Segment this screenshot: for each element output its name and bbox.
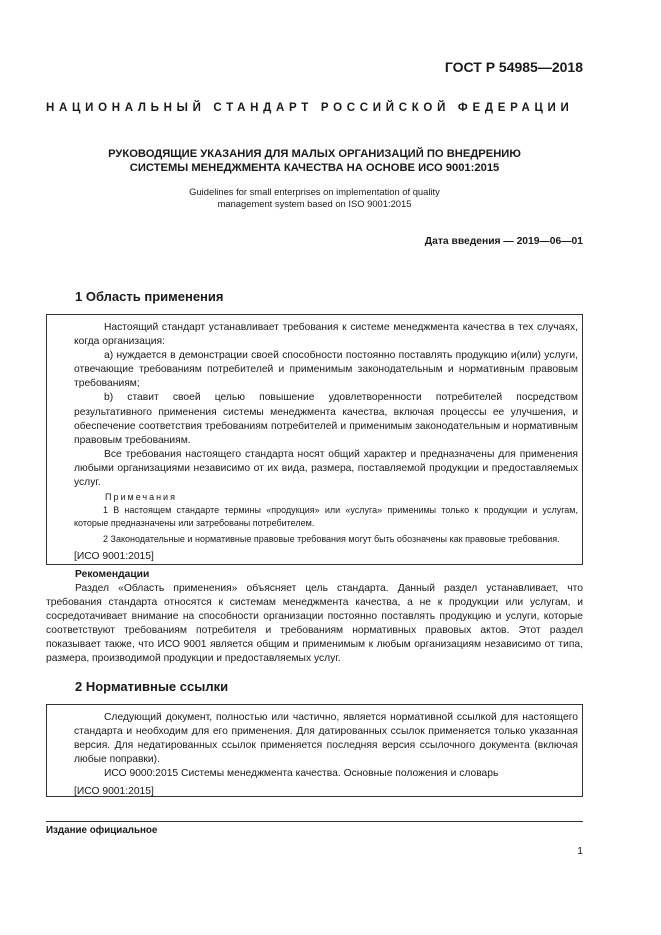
note-2: 2 Законодательные и нормативные правовые требования могут быть обозначены как правовые требования.	[103, 534, 560, 545]
title-ru-line-2: СИСТЕМЫ МЕНЕДЖМЕНТА КАЧЕСТВА НА ОСНОВЕ ИСО 9001:2015	[129, 162, 500, 174]
title-ru-line-1: РУКОВОДЯЩИЕ УКАЗАНИЯ ДЛЯ МАЛЫХ ОРГАНИЗАЦИЙ ПО ВНЕДРЕНИЮ	[108, 148, 521, 160]
gost-number: ГОСТ Р 54985—2018	[444, 59, 583, 75]
document-title-ru	[46, 147, 583, 175]
edition-label: Издание официальное	[46, 825, 158, 836]
recommendations-text: Раздел «Область применения» объясняет цель стандарта. Данный раздел устанавливает, что требования стандарта относятся к системам менеджмента качества, а не к продукции или услугам, и сосредотачивает внимание на способности организации постоянно поставлять продукцию и услуги, которые соответствуют требованиям потребителя и требованиям нормативных правовых актов. Этот раздел показывает также, что ИСО 9001 является общим и применимым к любым организациям независимо от типа, размера, производимой продукции и предоставляемых услуг.	[46, 583, 583, 664]
note-1: 1 В настоящем стандарте термины «продукция» или «услуга» применимы только к продукции и услугам, которые предназначены или затребованы потребителем.	[74, 505, 578, 529]
section-2-paragraph-2: ИСО 9000:2015 Системы менеджмента качества. Основные положения и словарь	[104, 768, 499, 780]
notes-title: Примечания	[105, 492, 177, 503]
section-2-reference: [ИСО 9001:2015]	[74, 786, 154, 798]
section-1-paragraph-4: Все требования настоящего стандарта носят общий характер и предназначены для применения любыми организациями независимо от их вида, размера, поставляемой продукции и предоставляемых услуг.	[74, 448, 578, 489]
intro-date: Дата введения — 2019—06—01	[424, 236, 583, 247]
standard-line: НАЦИОНАЛЬНЫЙ СТАНДАРТ РОССИЙСКОЙ ФЕДЕРАЦИИ	[46, 102, 574, 114]
section-2-box	[46, 704, 583, 797]
section-1-paragraph-2: а) нуждается в демонстрации своей способности постоянно поставлять продукцию и(или) услуги, отвечающие требованиям потребителей и применимым законодательным и нормативным правовым требованиям;	[74, 350, 578, 390]
section-2-heading: 2 Нормативные ссылки	[75, 679, 229, 694]
document-title-en	[46, 186, 583, 210]
section-1-heading: 1 Область применения	[75, 289, 224, 304]
section-1-reference: [ИСО 9001:2015]	[74, 551, 154, 563]
recommendations-block	[46, 568, 583, 666]
title-en-line-2: management system based on ISO 9001:2015	[217, 198, 412, 209]
page-number: 1	[577, 846, 583, 857]
section-1-paragraph-3: b) ставит своей целью повышение удовлетворенности потребителей посредством результативного применения системы менеджмента качества, включая процессы ее улучшения, и обеспечение соответствия требованиям потребителей и применимым законодательным и нормативным правовым требованиям.	[74, 392, 578, 446]
section-1-paragraph-1: Настоящий стандарт устанавливает требования к системе менеджмента качества в тех случаях, когда организация:	[74, 322, 578, 348]
recommendations-title: Рекомендации	[75, 569, 150, 580]
section-2-paragraph-1: Следующий документ, полностью или частично, является нормативной ссылкой для настоящего стандарта и необходим для его применения. Для датированных ссылок применяется только указанная версия. Для недатированных ссылок применяется последняя версия ссылочного документа (включая любые поправки).	[74, 712, 578, 766]
footer-divider	[46, 821, 583, 822]
section-1-box	[46, 314, 583, 565]
title-en-line-1: Guidelines for small enterprises on implementation of quality	[189, 186, 440, 197]
